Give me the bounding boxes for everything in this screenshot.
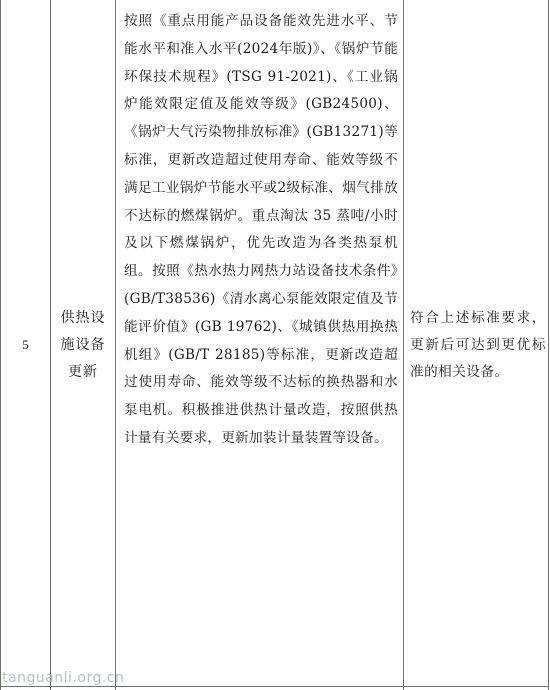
requirement-cell [404,0,548,690]
requirement-text: 符合上述标准要求，更新后可达到更优标准的相关设备。 [410,309,546,380]
content-text: 按照《重点用能产品设备能效先进水平、节能水平和准入水平(2024年版)》、《锅炉节能环保技术规程》(TSG 91-2021)、《工业锅炉能效限定值及能效等级》(GB24500)、《锅炉大气污染物排放标准》(GB13271)等标准，更新改造超过使用寿命、能效等级不满足工业锅炉节能水平或2级标准、烟气排放不达标的燃煤锅炉。重点淘汰 35 蒸吨/小时及以下燃煤锅炉，优先改造为各类热泵机组。按照《热水热力网热力站设备技术条件》(GB/T38536)《清水离心泵能效限定值及节能评价值》(GB 19762)、《城镇供热用换热机组》(GB/T 28185)等标准，更新改造超过使用寿命、能效等级不达标的换热器和水泵电机。积极推进供热计量改造，按照供热计量有关要求，更新加装计量装置等设备。 [124,13,398,446]
watermark: tanguanli.org.cn [2,670,125,686]
category-cell [51,0,115,690]
content-cell [116,0,403,690]
category-text: 供热设施设备更新 [60,309,106,380]
table-border-right [548,0,549,690]
row-number-cell [1,0,50,690]
row-number: 5 [22,337,29,352]
